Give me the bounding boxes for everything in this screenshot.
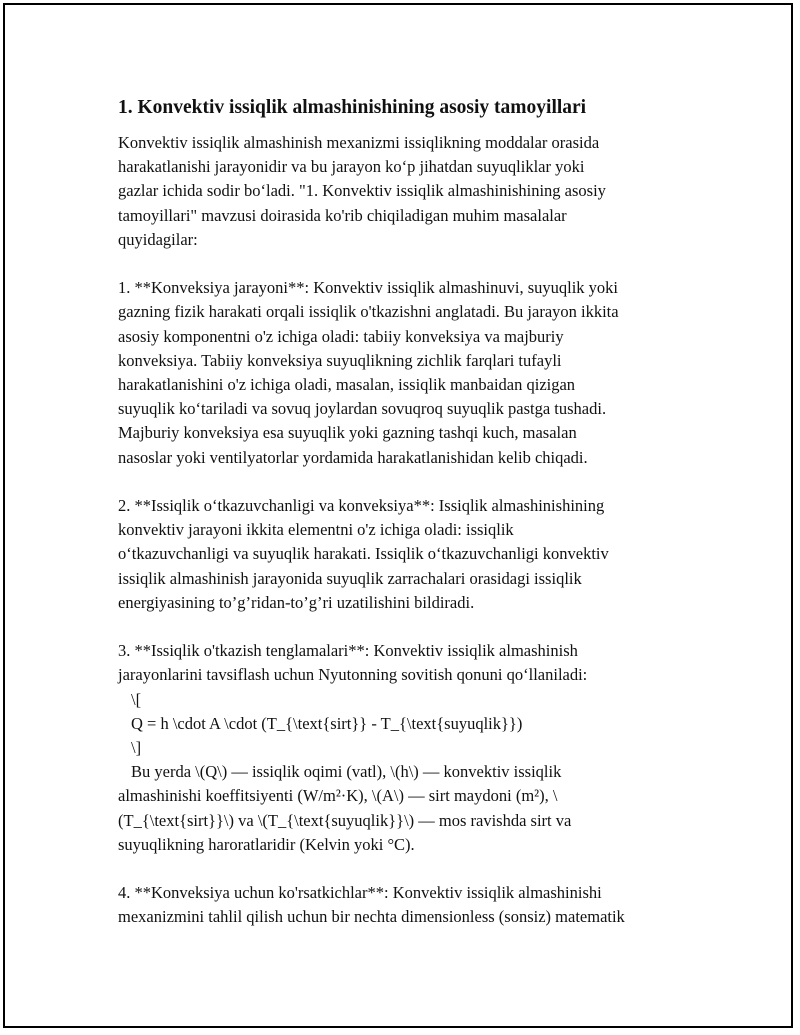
section-4-paragraph: [118, 881, 698, 929]
text-line: jarayonlarini tavsiflash uchun Nyutonning sovitish qonuni qoʻllaniladi:: [118, 665, 588, 685]
text-line: harakatlanishi jarayonidir va bu jarayon koʻp jihatdan suyuqliklar yoki: [118, 157, 585, 177]
text-line: suyuqlikning haroratlaridir (Kelvin yoki °C).: [118, 834, 415, 854]
document-body: [118, 95, 698, 930]
text-line: 3. **Issiqlik o'tkazish tenglamalari**: Konvektiv issiqlik almashinish: [118, 641, 578, 661]
text-line: Majburiy konveksiya esa suyuqlik yoki gazning tashqi kuch, masalan: [118, 423, 577, 443]
text-line: quyidagilar:: [118, 229, 198, 249]
text-line: suyuqlik koʻtariladi va sovuq joylardan sovuqroq suyuqlik pastga tushadi.: [118, 399, 607, 419]
text-line: nasoslar yoki ventilyatorlar yordamida harakatlanishidan kelib chiqadi.: [118, 447, 588, 467]
text-line: 2. **Issiqlik oʻtkazuvchanligi va konveksiya**: Issiqlik almashinishining: [118, 496, 605, 516]
text-line: harakatlanishini o'z ichiga oladi, masalan, issiqlik manbaidan qizigan: [118, 375, 576, 395]
section-3-paragraph: [118, 639, 698, 857]
text-line: Konvektiv issiqlik almashinish mexanizmi issiqlikning moddalar orasida: [118, 133, 600, 152]
text-line: asosiy komponentni o'z ichiga oladi: tabiiy konveksiya va majburiy: [118, 326, 564, 346]
text-line: 4. **Konveksiya uchun ko'rsatkichlar**: Konvektiv issiqlik almashinishi: [118, 883, 602, 903]
text-line: tamoyillari" mavzusi doirasida ko'rib chiqiladigan muhim masalalar: [118, 205, 567, 225]
document-title: 1. Konvektiv issiqlik almashinishining asosiy tamoyillari: [118, 97, 587, 118]
text-line: energiyasining to’g’ridan-to’g’ri uzatilishini bildiradi.: [118, 592, 475, 612]
text-line: almashinishi koeffitsiyenti (W/m²·K), \(A\) — sirt maydoni (m²), \: [118, 786, 558, 806]
text-line: Bu yerda \(Q\) — issiqlik oqimi (vatl), \(h\) — konvektiv issiqlik: [131, 762, 562, 782]
text-line: gazlar ichida sodir boʻladi. "1. Konvektiv issiqlik almashinishining asosiy: [118, 181, 606, 201]
text-line: konveksiya. Tabiiy konveksiya suyuqlikning zichlik farqlari tufayli: [118, 350, 562, 370]
text-line: konvektiv jarayoni ikkita elementni o'z ichiga oladi: issiqlik: [118, 520, 514, 540]
text-line: oʻtkazuvchanligi va suyuqlik harakati. Issiqlik oʻtkazuvchanligi konvektiv: [118, 544, 609, 564]
text-line: gazning fizik harakati orqali issiqlik o'tkazishni anglatadi. Bu jarayon ikkita: [118, 302, 619, 322]
text-line: 1. **Konveksiya jarayoni**: Konvektiv issiqlik almashinuvi, suyuqlik yoki: [118, 278, 619, 298]
section-1-paragraph: [118, 276, 698, 470]
text-line: issiqlik almashinish jarayonida suyuqlik zarrachalari orasidagi issiqlik: [118, 568, 582, 588]
formula-line: Q = h \cdot A \cdot (T_{\text{sirt}} - T_{\text{suyuqlik}}): [131, 713, 523, 733]
intro-paragraph: [118, 131, 698, 252]
text-line: mexanizmini tahlil qilish uchun bir nechta dimensionless (sonsiz) matematik: [118, 907, 625, 927]
formula-line: \[: [131, 689, 142, 709]
section-2-paragraph: [118, 494, 698, 615]
formula-line: \]: [131, 738, 142, 758]
text-line: (T_{\text{sirt}}\) va \(T_{\text{suyuqlik}}\) — mos ravishda sirt va: [118, 810, 572, 830]
